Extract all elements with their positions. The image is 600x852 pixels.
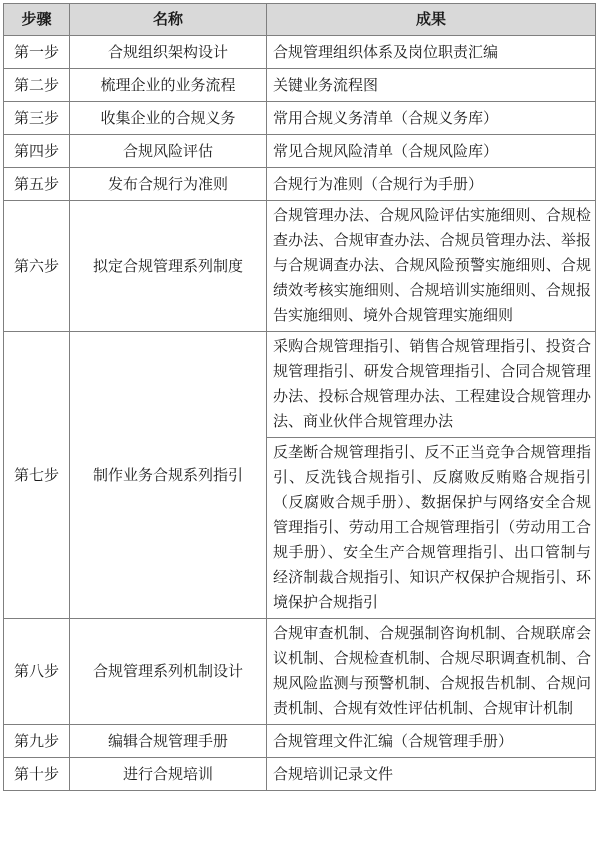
step-cell: 第十步 [4, 758, 70, 791]
result-cell: 关键业务流程图 [267, 69, 596, 102]
table-row [4, 69, 596, 102]
header-result: 成果 [267, 4, 596, 36]
result-cell: 合规管理文件汇编（合规管理手册） [267, 725, 596, 758]
step-cell: 第四步 [4, 135, 70, 168]
step-cell: 第七步 [4, 332, 70, 619]
step-cell: 第八步 [4, 619, 70, 725]
table-row [4, 135, 596, 168]
header-row [4, 4, 596, 36]
header-name: 名称 [70, 4, 267, 36]
name-cell: 合规组织架构设计 [70, 36, 267, 69]
step-cell: 第五步 [4, 168, 70, 201]
result-cell: 采购合规管理指引、销售合规管理指引、投资合规管理指引、研发合规管理指引、合同合规管理办法、投标合规管理办法、工程建设合规管理办法、商业伙伴合规管理办法 [267, 332, 596, 438]
result-cell: 反垄断合规管理指引、反不正当竞争合规管理指引、反洗钱合规指引、反腐败反贿赂合规指引（反腐败合规手册）、数据保护与网络安全合规管理指引、劳动用工合规管理指引（劳动用工合规手册）、安全生产合规管理指引、出口管制与经济制裁合规指引、知识产权保护合规指引、环境保护合规指引 [267, 438, 596, 619]
table-row [4, 725, 596, 758]
compliance-steps-table [3, 3, 596, 791]
table-row [4, 36, 596, 69]
name-cell: 发布合规行为准则 [70, 168, 267, 201]
steps-table-container [3, 3, 595, 791]
table-row [4, 619, 596, 725]
name-cell: 拟定合规管理系列制度 [70, 201, 267, 332]
table-row [4, 332, 596, 438]
step-cell: 第三步 [4, 102, 70, 135]
table-row [4, 102, 596, 135]
result-cell: 合规管理组织体系及岗位职责汇编 [267, 36, 596, 69]
name-cell: 进行合规培训 [70, 758, 267, 791]
result-cell: 常用合规义务清单（合规义务库） [267, 102, 596, 135]
result-cell: 合规培训记录文件 [267, 758, 596, 791]
step-cell: 第九步 [4, 725, 70, 758]
result-cell: 常见合规风险清单（合规风险库） [267, 135, 596, 168]
step-cell: 第二步 [4, 69, 70, 102]
name-cell: 合规管理系列机制设计 [70, 619, 267, 725]
name-cell: 编辑合规管理手册 [70, 725, 267, 758]
header-step: 步骤 [4, 4, 70, 36]
table-row [4, 168, 596, 201]
name-cell: 合规风险评估 [70, 135, 267, 168]
name-cell: 制作业务合规系列指引 [70, 332, 267, 619]
table-row [4, 758, 596, 791]
name-cell: 梳理企业的业务流程 [70, 69, 267, 102]
step-cell: 第一步 [4, 36, 70, 69]
result-cell: 合规行为准则（合规行为手册） [267, 168, 596, 201]
result-cell: 合规审查机制、合规强制咨询机制、合规联席会议机制、合规检查机制、合规尽职调查机制、合规风险监测与预警机制、合规报告机制、合规问责机制、合规有效性评估机制、合规审计机制 [267, 619, 596, 725]
step-cell: 第六步 [4, 201, 70, 332]
result-cell: 合规管理办法、合规风险评估实施细则、合规检查办法、合规审查办法、合规员管理办法、举报与合规调查办法、合规风险预警实施细则、合规绩效考核实施细则、合规培训实施细则、合规报告实施细则、境外合规管理实施细则 [267, 201, 596, 332]
table-row [4, 201, 596, 332]
name-cell: 收集企业的合规义务 [70, 102, 267, 135]
